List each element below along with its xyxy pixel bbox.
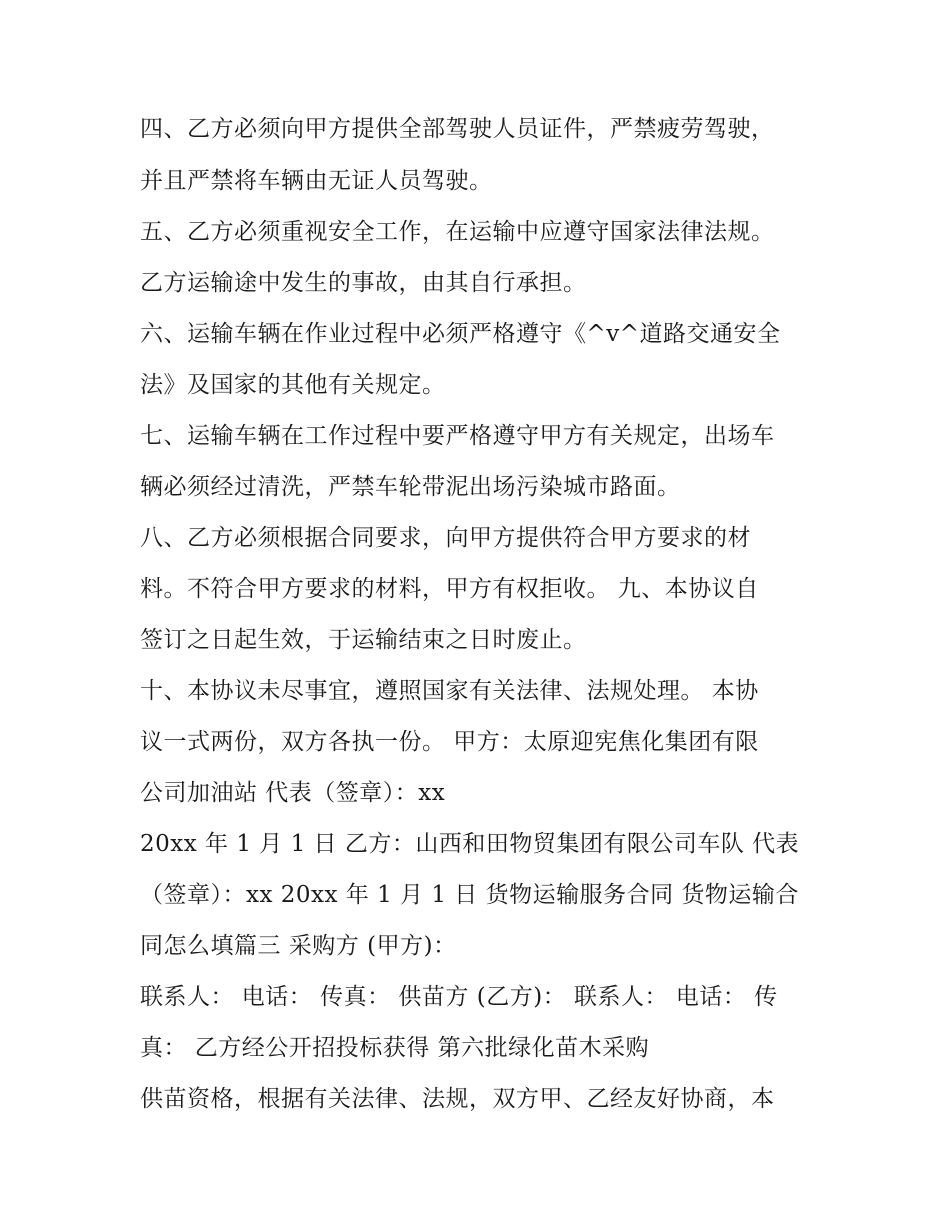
text-line: 十、本协议未尽事宜，遵照国家有关法律、法规处理。 本协: [140, 678, 759, 704]
text-line: 五、乙方必须重视安全工作，在运输中应遵守国家法律法规。: [140, 219, 775, 245]
text-line: 八、乙方必须根据合同要求，向甲方提供符合甲方要求的材: [140, 525, 751, 551]
text-line: 六、运输车辆在作业过程中必须严格遵守《^v^道路交通安全: [140, 321, 781, 347]
text-line: 乙方运输途中发生的事故，由其自行承担。: [140, 270, 587, 296]
text-line: 联系人： 电话： 传真： 供苗方 (乙方)： 联系人： 电话： 传: [140, 984, 778, 1010]
text-line: 七、运输车辆在工作过程中要严格遵守甲方有关规定，出场车: [140, 423, 775, 449]
text-line: 签订之日起生效，于运输结束之日时废止。: [140, 627, 587, 653]
text-line: 供苗资格，根据有关法律、法规，双方甲、乙经友好协商，本: [140, 1086, 775, 1112]
text-line: 法》及国家的其他有关规定。: [140, 372, 446, 398]
text-line: 真： 乙方经公开招投标获得 第六批绿化苗木采购: [140, 1035, 650, 1061]
text-line: 公司加油站 代表（签章）：xx: [140, 780, 446, 806]
text-line: 辆必须经过清洗，严禁车轮带泥出场污染城市路面。: [140, 474, 681, 500]
text-line: 料。不符合甲方要求的材料，甲方有权拒收。 九、本协议自: [140, 576, 759, 602]
text-line: 同怎么填篇三 采购方 (甲方)：: [140, 933, 457, 959]
text-line: 四、乙方必须向甲方提供全部驾驶人员证件，严禁疲劳驾驶，: [140, 116, 775, 142]
text-line: 20xx 年 1 月 1 日 乙方：山西和田物贸集团有限公司车队 代表: [140, 831, 800, 857]
text-line: 议一式两份，双方各执一份。 甲方：太原迎宪焦化集团有限: [140, 729, 759, 755]
text-line: 并且严禁将车辆由无证人员驾驶。: [140, 168, 493, 194]
text-line: （签章）：xx 20xx 年 1 月 1 日 货物运输服务合同 货物运输合: [140, 882, 799, 908]
